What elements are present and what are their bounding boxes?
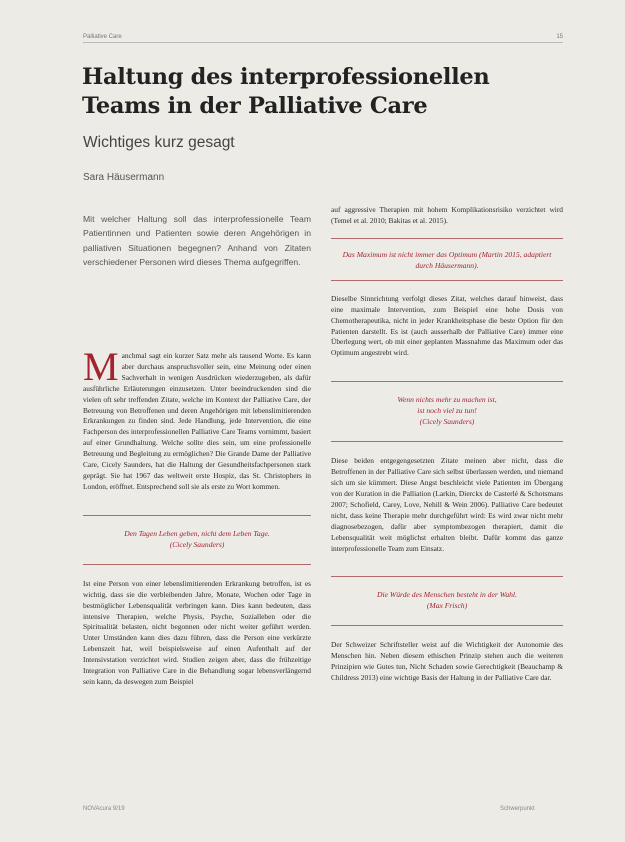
- right-paragraph-1: auf aggressive Therapien mit hohem Komplikationsrisiko verzichtet wird (Temel et al. 2010; Bakitas et al. 2015).: [331, 205, 563, 225]
- running-head: [83, 34, 563, 43]
- footer-left: NOVAcura 9/19: [83, 806, 125, 812]
- pull-quote-4-author: (Max Frisch): [426, 601, 468, 611]
- right-paragraph-3: Diese beiden entgegengesetzten Zitate meinen aber nicht, dass die Betroffenen in der Palliative Care sich selbst überlassen werden, und niemand sich um sie kümmert. Diese Angst beschleicht viele Patienten im Übergang von der Kuration in die Palliation (Larkin, Dierckx de Casterlé & Schotsmans 2007; Schofield, Carey, Love, Nehill & Wein 2006). Palliative Care bedeutet nicht, dass keine Therapie mehr durchgeführt wird: Es wird zwar nicht mehr diagnosebezogen, dafür aber symptombezogen therapiert, damit die Lebensqualität weit möglichst erhalten bleibt. Dafür kommt das ganze interprofessionelle Team zum Einsatz.: [331, 456, 563, 553]
- running-title: Palliative Care: [83, 34, 122, 40]
- article-lead: Mit welcher Haltung soll das interprofessionelle Team Patientinnen und Patienten sowie deren Angehörigen in palliativen Situationen begegnen? Anhand von Zitaten verschiedener Personen wird dieses Thema aufgegriffen.: [83, 214, 311, 267]
- right-column: [331, 205, 563, 690]
- pull-quote-3-line-2: ist noch viel zu tun!: [417, 406, 477, 416]
- right-paragraph-4: Der Schweizer Schriftsteller weist auf die Wichtigkeit der Autonomie des Menschen hin. Neben diesem ethischen Prinzip stehen auch die weiteren Prinzipien wie Gutes tun, Nicht Schaden sowie Gerechtigkeit (Beauchamp & Childress 2013) eine wichtige Basis der Haltung in der Palliative Care dar.: [331, 640, 563, 683]
- left-column: [83, 344, 311, 694]
- article-author: Sara Häusermann: [83, 172, 165, 183]
- article-title: Haltung des interprofessionellen Teams in der Palliative Care: [82, 64, 490, 119]
- pull-quote-1-author: (Cicely Saunders): [169, 539, 225, 549]
- pull-quote-3: [331, 381, 563, 442]
- pull-quote-1-text: Den Tagen Leben geben, nicht dem Leben Tage.: [124, 528, 270, 538]
- pull-quote-1: [83, 515, 311, 565]
- pull-quote-4-text: Die Würde des Menschen besteht in der Wahl.: [377, 590, 517, 600]
- left-paragraph-2: Ist eine Person von einer lebenslimitierenden Erkrankung betroffen, ist es wichtig, dass sie die verbleibenden Jahre, Monate, Wochen oder Tage in bestmöglicher Lebensqualität verbringen kann. Dies kann bedeuten, dass intensive Therapien, welche Physis, Psyche, Sozialleben oder die Spiritualität belasten, nicht begonnen oder nicht weiter geführt werden. Unter Umständen kann dies dazu führen, dass die Person eine verkürzte Lebenszeit hat, weil beispielsweise auf einen Aufenthalt auf der Intensivstation verzichtet wird. Studien zeigen aber, dass die frühzeitige Integration von Palliative Care in die Behandlung sogar lebensverlängernd sein kann, da deswegen zum Beispiel: [83, 578, 311, 686]
- pull-quote-2-text: Das Maximum ist nicht immer das Optimum (Martin 2015, adaptiert durch Häusermann).: [342, 249, 552, 270]
- article-subtitle: Wichtiges kurz gesagt: [83, 134, 235, 151]
- pull-quote-3-line-1: Wenn nichts mehr zu machen ist,: [397, 395, 497, 405]
- left-paragraph-1: [83, 344, 311, 493]
- pull-quote-2: [331, 238, 563, 281]
- right-paragraph-2: Dieselbe Sinnrichtung verfolgt dieses Zitat, welches darauf hinweist, dass eine maximale Intervention, zum Beispiel eine hohe Dosis von Chemotherapeutika, nicht in jeder Krankheitsphase die beste Option für den Patienten darstellt. Es ist (auch ausserhalb der Palliative Care) immer eine Überlegung wert, ob mit einer geplanten Massnahme das Maximum oder das Optimum angestrebt wird.: [331, 293, 563, 358]
- dropcap: M: [83, 344, 119, 389]
- left-paragraph-1-text: anchmal sagt ein kurzer Satz mehr als tausend Worte. Es kann aber durchaus anspruchsvoller sein, eine Meinung oder einen Sachverhalt in wenigen Ausdrücken wiederzugeben, als dafür ausführliche Erläuterungen einzusetzen. Unter beeindruckenden sind die vielen oft sehr treffenden Zitate, welche im Kontext der Palliative Care, der Betreuung von Betroffenen und deren Angehörigen mit lebenslimitierenden Erkrankungen zu finden sind. Jede Handlung, jede Intervention, die eine Fachperson des interprofessionellen Palliative Care Teams vornimmt, basiert auf einer Grundhaltung. Welche sollte dies sein, um eine professionelle Betreuung und Begleitung zu ermöglichen? Die Grande Dame der Palliative Care, Cicely Saunders, hat die Haltung der Gesundheitsfachpersonen stark geprägt. Sie hat 1967 das weltweit erste Hospiz, das St. Christophers in London, eröffnet. Entsprechend soll sie als erste zu Wort kommen.: [83, 351, 311, 491]
- pull-quote-3-author: (Cicely Saunders): [419, 417, 475, 427]
- pull-quote-4: [331, 576, 563, 626]
- footer-right: Schwerpunkt: [500, 806, 535, 812]
- page-number: 15: [556, 34, 563, 40]
